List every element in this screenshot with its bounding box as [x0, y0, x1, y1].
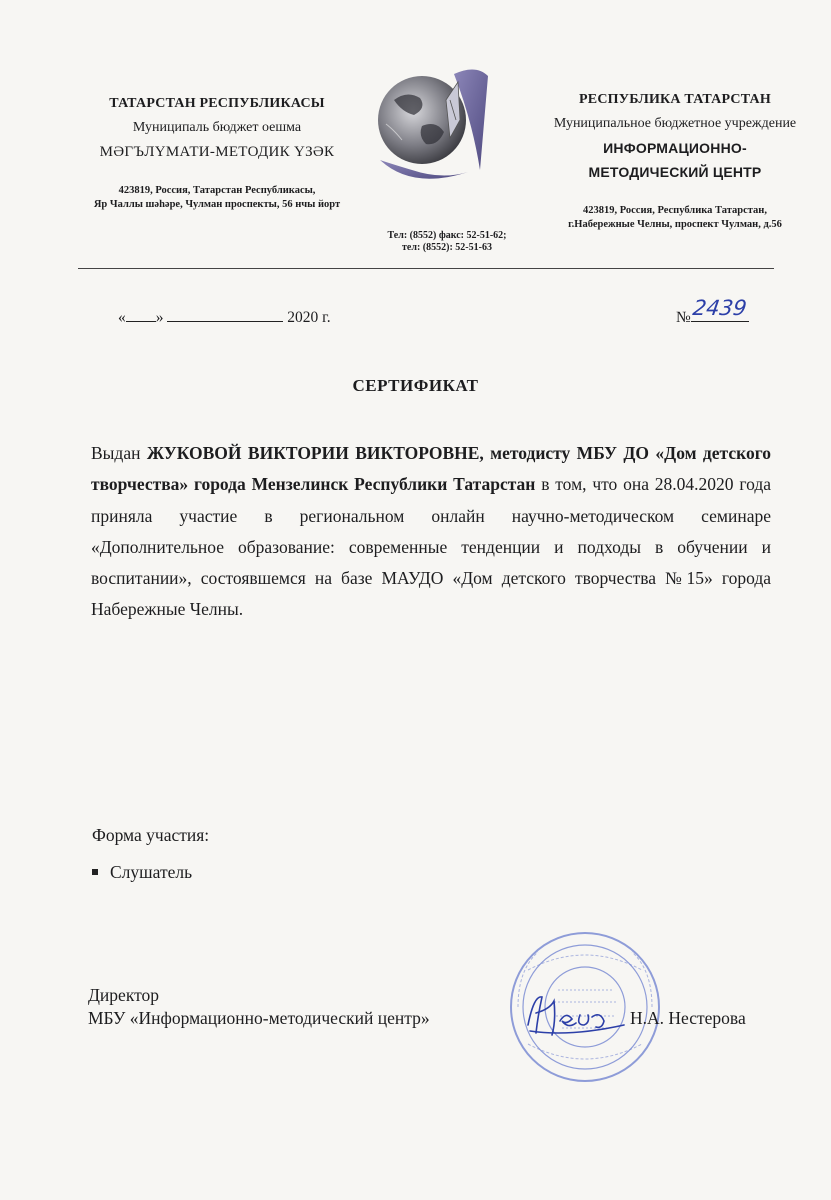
participation-label: Форма участия: [92, 825, 210, 845]
header-left [62, 92, 372, 212]
director-organization: МБУ «Информационно-методический центр» [88, 1008, 430, 1028]
date-close-quote: » [155, 309, 164, 326]
header-right-line1: РЕСПУБЛИКА ТАТАРСТАН [579, 92, 771, 107]
header-left-address2: Яр Чаллы шәһәре, Чулман проспекты, 56 нчы йорт [93, 199, 341, 210]
body-recipient: ЖУКОВОЙ ВИКТОРИИ ВИКТОРОВНЕ, методисту МБУ ДО «Дом детского творчества» города Мензелинск Республики Татарстан [91, 443, 771, 495]
header-phone2: тел: (8552): 52-51-63 [402, 242, 492, 253]
header-right-line4: МЕТОДИЧЕСКИЙ ЦЕНТР [588, 164, 762, 180]
handwritten-number: 2439 [691, 296, 748, 320]
header-left-line3: МӘГЪЛҮМАТИ-МЕТОДИК ҮЗӘК [99, 144, 335, 160]
number-field [691, 296, 749, 322]
date-day-blank [126, 307, 156, 322]
date-line [118, 307, 331, 327]
date-open-quote: « [118, 309, 126, 326]
header-left-line2: Муниципаль бюджет оешма [132, 120, 302, 135]
header-right-address1: 423819, Россия, Республика Татарстан, [582, 205, 767, 216]
director-role: Директор [88, 985, 160, 1005]
participation-item [92, 862, 192, 883]
number-prefix: № [676, 309, 691, 326]
bullet-icon [92, 869, 98, 875]
director-name: Н.А. Нестерова [630, 1008, 746, 1028]
document-title: СЕРТИФИКАТ [352, 376, 479, 395]
body-intro: Выдан [91, 443, 147, 463]
header-contacts [372, 230, 522, 254]
header-right-line2: Муниципальное бюджетное учреждение [553, 116, 797, 131]
certificate-body [91, 438, 771, 626]
participation-item-text: Слушатель [110, 862, 193, 882]
header-left-address1: 423819, Россия, Татарстан Республикасы, [118, 185, 316, 196]
date-year: 2020 г. [287, 309, 331, 326]
number-line [676, 296, 776, 327]
header-left-address [62, 184, 372, 212]
header-left-line1: ТАТАРСТАН РЕСПУБЛИКАСЫ [109, 96, 325, 111]
header-right-address [525, 204, 825, 232]
organization-logo [372, 60, 490, 190]
header-phone1: Тел: (8552) факс: 52-51-62; [387, 230, 507, 241]
header-right-line3: ИНФОРМАЦИОННО- [603, 140, 747, 156]
handwritten-signature [520, 985, 630, 1045]
header-divider [78, 268, 774, 269]
body-text: в том, что она 28.04.2020 года приняла участие в региональном онлайн научно-методическом семинаре «Дополнительное образование: современные тенденции и подходы в обучении и воспитании», состоявшемся на базе МАУДО «Дом детского творчества №15» города Набережные Челны. [91, 474, 771, 620]
header-right [525, 88, 825, 232]
header-right-address2: г.Набережные Челны, проспект Чулман, д.56 [568, 219, 782, 230]
date-month-blank [167, 307, 283, 322]
